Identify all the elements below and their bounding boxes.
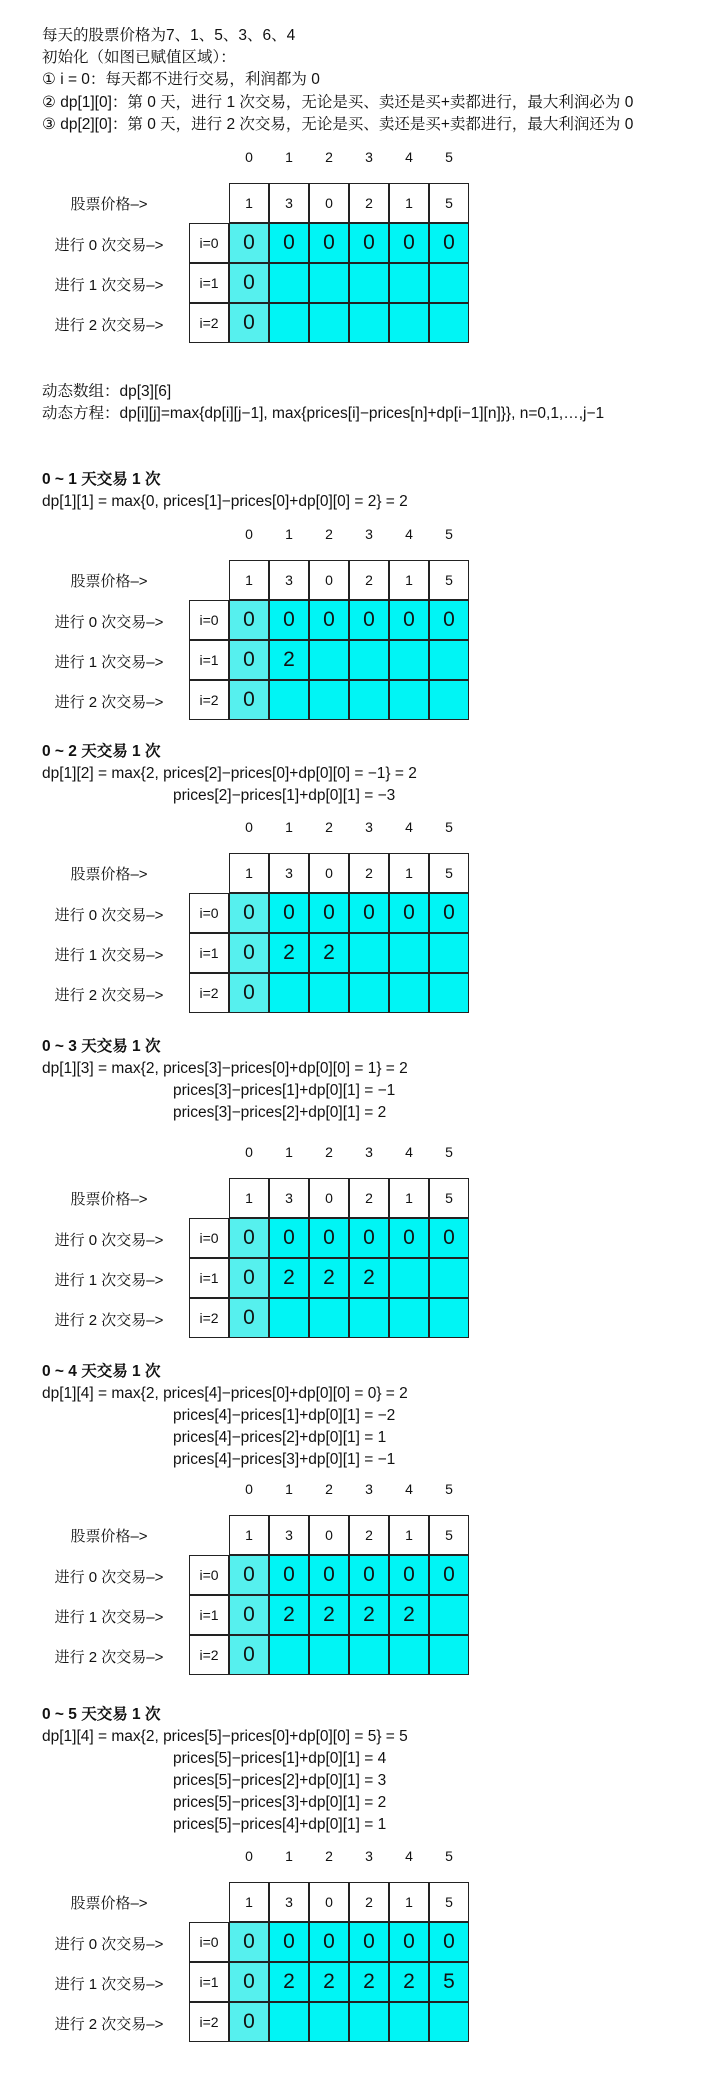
dp-cell: [389, 303, 429, 343]
dp-cell: 0: [229, 680, 269, 720]
dp-cell: [429, 640, 469, 680]
column-index: 1: [285, 1481, 293, 1497]
column-index: 2: [325, 1144, 333, 1160]
price-cell: 1: [389, 1882, 429, 1922]
price-cell: 1: [229, 183, 269, 223]
dp-cell: 0: [229, 223, 269, 263]
column-index: 2: [325, 819, 333, 835]
dp-cell: 0: [309, 223, 349, 263]
transaction-row-label: 进行 0 次交易–>: [54, 1569, 164, 1586]
column-index: 3: [365, 1848, 373, 1864]
dp-cell: 0: [229, 1962, 269, 2002]
column-index: 2: [325, 1848, 333, 1864]
dp-cell: [309, 2002, 349, 2042]
price-cell: 1: [389, 853, 429, 893]
dp-cell: 2: [309, 1962, 349, 2002]
formula-line: prices[4]−prices[2]+dp[0][1] = 1: [173, 1429, 387, 1446]
column-index: 5: [445, 526, 453, 542]
transaction-row-label: 进行 1 次交易–>: [54, 654, 164, 671]
dp-cell: 2: [269, 1595, 309, 1635]
column-index: 5: [445, 819, 453, 835]
column-index: 0: [245, 149, 253, 165]
i-label: i=1: [189, 640, 229, 680]
transaction-row-label: 进行 0 次交易–>: [54, 237, 164, 254]
dp-cell: 0: [429, 600, 469, 640]
dp-cell: [349, 303, 389, 343]
i-label: i=0: [189, 893, 229, 933]
formula-line: prices[3]−prices[1]+dp[0][1] = −1: [173, 1082, 396, 1099]
price-cell: 1: [389, 560, 429, 600]
dp-cell: 2: [269, 933, 309, 973]
intro-line: ③ dp[2][0]：第 0 天，进行 2 次交易，无论是买、卖还是买+卖都进行，最大利润还为 0: [42, 116, 634, 133]
dp-cell: [349, 2002, 389, 2042]
formula-line: prices[4]−prices[3]+dp[0][1] = −1: [173, 1451, 396, 1468]
intro-line: 每天的股票价格为7、1、5、3、6、4: [42, 27, 296, 44]
dp-cell: [269, 1635, 309, 1675]
dp-cell: [429, 1298, 469, 1338]
transaction-row-label: 进行 1 次交易–>: [54, 1609, 164, 1626]
dp-cell: 0: [229, 640, 269, 680]
i-label: i=0: [189, 1218, 229, 1258]
price-row-label: 股票价格–>: [70, 1528, 148, 1545]
column-index: 4: [405, 819, 413, 835]
column-index: 2: [325, 1481, 333, 1497]
column-index: 1: [285, 1848, 293, 1864]
dp-cell: 0: [309, 1555, 349, 1595]
dp-cell: [389, 933, 429, 973]
dp-cell: 2: [389, 1962, 429, 2002]
price-cell: 1: [229, 1882, 269, 1922]
dp-cell: 5: [429, 1962, 469, 2002]
transaction-row-label: 进行 2 次交易–>: [54, 694, 164, 711]
transaction-row-label: 进行 1 次交易–>: [54, 1976, 164, 1993]
price-cell: 2: [349, 1178, 389, 1218]
dp-cell: 0: [229, 1298, 269, 1338]
column-index: 5: [445, 149, 453, 165]
transaction-row-label: 进行 1 次交易–>: [54, 1272, 164, 1289]
dp-cell: 0: [429, 1555, 469, 1595]
dp-cell: 0: [229, 893, 269, 933]
dp-cell: [349, 1635, 389, 1675]
price-row-label: 股票价格–>: [70, 866, 148, 883]
dp-cell: 2: [389, 1595, 429, 1635]
dp-cell: 0: [349, 893, 389, 933]
i-label: i=2: [189, 1635, 229, 1675]
price-cell: 1: [229, 1178, 269, 1218]
i-label: i=1: [189, 1258, 229, 1298]
column-index: 4: [405, 1848, 413, 1864]
price-cell: 1: [229, 853, 269, 893]
dp-cell: 0: [269, 223, 309, 263]
column-index: 5: [445, 1848, 453, 1864]
dp-cell: 0: [269, 893, 309, 933]
dp-cell: 0: [229, 1555, 269, 1595]
price-cell: 5: [429, 1515, 469, 1555]
price-cell: 1: [389, 183, 429, 223]
dp-cell: 0: [229, 303, 269, 343]
transaction-row-label: 进行 0 次交易–>: [54, 1232, 164, 1249]
dp-cell: [389, 2002, 429, 2042]
column-index: 0: [245, 526, 253, 542]
price-cell: 0: [309, 560, 349, 600]
column-index: 4: [405, 1481, 413, 1497]
formula-line: prices[3]−prices[2]+dp[0][1] = 2: [173, 1104, 387, 1121]
dp-cell: 2: [349, 1595, 389, 1635]
price-cell: 2: [349, 183, 389, 223]
price-cell: 5: [429, 1882, 469, 1922]
dp-cell: 0: [349, 1922, 389, 1962]
dp-cell: 0: [429, 223, 469, 263]
dp-cell: [429, 1595, 469, 1635]
dp-cell: [429, 263, 469, 303]
step-title: 0 ~ 2 天交易 1 次: [42, 743, 161, 760]
price-cell: 3: [269, 560, 309, 600]
transaction-row-label: 进行 2 次交易–>: [54, 2016, 164, 2033]
price-cell: 2: [349, 1515, 389, 1555]
column-index: 0: [245, 1848, 253, 1864]
column-index: 4: [405, 526, 413, 542]
price-cell: 1: [389, 1515, 429, 1555]
dp-cell: 0: [349, 1218, 389, 1258]
price-cell: 1: [229, 560, 269, 600]
price-cell: 3: [269, 1882, 309, 1922]
i-label: i=2: [189, 303, 229, 343]
dp-cell: 0: [229, 973, 269, 1013]
dp-cell: [429, 2002, 469, 2042]
dp-cell: [309, 640, 349, 680]
i-label: i=0: [189, 600, 229, 640]
dp-cell: 2: [309, 1258, 349, 1298]
dp-cell: 0: [229, 1595, 269, 1635]
price-cell: 1: [229, 1515, 269, 1555]
dp-cell: [349, 640, 389, 680]
price-row-label: 股票价格–>: [70, 573, 148, 590]
column-index: 1: [285, 1144, 293, 1160]
price-cell: 0: [309, 183, 349, 223]
dp-cell: [429, 1258, 469, 1298]
dp-cell: 0: [389, 223, 429, 263]
i-label: i=2: [189, 973, 229, 1013]
column-index: 2: [325, 526, 333, 542]
price-cell: 5: [429, 183, 469, 223]
column-index: 3: [365, 526, 373, 542]
dp-cell: 2: [269, 640, 309, 680]
dp-cell: 0: [269, 1555, 309, 1595]
column-index: 3: [365, 149, 373, 165]
dp-cell: 0: [229, 1635, 269, 1675]
dp-cell: 0: [389, 1218, 429, 1258]
column-index: 5: [445, 1144, 453, 1160]
price-cell: 3: [269, 183, 309, 223]
dp-cell: 2: [269, 1962, 309, 2002]
price-cell: 0: [309, 1178, 349, 1218]
dp-cell: [429, 303, 469, 343]
dynamic-line: 动态方程：dp[i][j]=max{dp[i][j−1], max{prices[i]−prices[n]+dp[i−1][n]}}, n=0,1,…,j−1: [42, 405, 605, 422]
column-index: 4: [405, 149, 413, 165]
column-index: 0: [245, 1144, 253, 1160]
dp-cell: [309, 973, 349, 1013]
dp-cell: 0: [229, 1922, 269, 1962]
formula-line: dp[1][3] = max{2, prices[3]−prices[0]+dp[0][0] = 1} = 2: [42, 1060, 408, 1077]
dp-cell: 2: [349, 1962, 389, 2002]
i-label: i=0: [189, 1555, 229, 1595]
dp-cell: 0: [429, 1922, 469, 1962]
dp-cell: [269, 303, 309, 343]
intro-line: ② dp[1][0]：第 0 天，进行 1 次交易，无论是买、卖还是买+卖都进行，最大利润必为 0: [42, 94, 634, 111]
dp-cell: 0: [349, 600, 389, 640]
formula-line: prices[5]−prices[3]+dp[0][1] = 2: [173, 1794, 387, 1811]
dp-cell: [269, 1298, 309, 1338]
dp-cell: [309, 1298, 349, 1338]
column-index: 5: [445, 1481, 453, 1497]
dp-cell: 0: [269, 600, 309, 640]
transaction-row-label: 进行 2 次交易–>: [54, 1649, 164, 1666]
dp-cell: [349, 973, 389, 1013]
column-index: 3: [365, 1481, 373, 1497]
dp-cell: [269, 263, 309, 303]
i-label: i=1: [189, 933, 229, 973]
dp-cell: [429, 933, 469, 973]
i-label: i=0: [189, 223, 229, 263]
formula-line: dp[1][4] = max{2, prices[5]−prices[0]+dp[0][0] = 5} = 5: [42, 1728, 408, 1745]
price-cell: 0: [309, 1882, 349, 1922]
dp-cell: [429, 1635, 469, 1675]
i-label: i=1: [189, 1595, 229, 1635]
dp-cell: 0: [269, 1922, 309, 1962]
dp-cell: [269, 2002, 309, 2042]
dp-cell: 0: [309, 893, 349, 933]
price-row-label: 股票价格–>: [70, 1895, 148, 1912]
dp-cell: 0: [309, 1922, 349, 1962]
transaction-row-label: 进行 0 次交易–>: [54, 614, 164, 631]
dp-cell: [349, 263, 389, 303]
dp-cell: [309, 680, 349, 720]
formula-line: prices[5]−prices[1]+dp[0][1] = 4: [173, 1750, 387, 1767]
price-cell: 3: [269, 853, 309, 893]
column-index: 1: [285, 819, 293, 835]
dp-cell: 0: [229, 2002, 269, 2042]
price-cell: 0: [309, 853, 349, 893]
dp-cell: 0: [229, 600, 269, 640]
dp-cell: 2: [349, 1258, 389, 1298]
dp-cell: [309, 1635, 349, 1675]
formula-line: dp[1][4] = max{2, prices[4]−prices[0]+dp[0][0] = 0} = 2: [42, 1385, 408, 1402]
transaction-row-label: 进行 0 次交易–>: [54, 1936, 164, 1953]
transaction-row-label: 进行 1 次交易–>: [54, 277, 164, 294]
dp-cell: 2: [309, 933, 349, 973]
formula-line: prices[4]−prices[1]+dp[0][1] = −2: [173, 1407, 396, 1424]
dp-cell: [389, 973, 429, 1013]
column-index: 0: [245, 1481, 253, 1497]
column-index: 2: [325, 149, 333, 165]
formula-line: prices[5]−prices[2]+dp[0][1] = 3: [173, 1772, 387, 1789]
dp-cell: [349, 933, 389, 973]
dp-cell: [389, 1298, 429, 1338]
price-cell: 2: [349, 853, 389, 893]
dp-cell: 0: [429, 1218, 469, 1258]
dp-cell: 0: [349, 223, 389, 263]
dp-cell: 0: [229, 263, 269, 303]
dp-cell: 0: [229, 1258, 269, 1298]
dp-cell: [309, 263, 349, 303]
price-cell: 1: [389, 1178, 429, 1218]
dp-cell: 0: [389, 1922, 429, 1962]
i-label: i=2: [189, 680, 229, 720]
column-index: 3: [365, 1144, 373, 1160]
dp-cell: [349, 1298, 389, 1338]
dp-cell: 0: [389, 1555, 429, 1595]
dp-cell: 0: [389, 600, 429, 640]
price-row-label: 股票价格–>: [70, 196, 148, 213]
formula-line: prices[2]−prices[1]+dp[0][1] = −3: [173, 787, 396, 804]
dp-cell: 2: [309, 1595, 349, 1635]
transaction-row-label: 进行 2 次交易–>: [54, 317, 164, 334]
column-index: 1: [285, 149, 293, 165]
price-cell: 3: [269, 1515, 309, 1555]
transaction-row-label: 进行 1 次交易–>: [54, 947, 164, 964]
i-label: i=1: [189, 1962, 229, 2002]
price-cell: 5: [429, 560, 469, 600]
dp-cell: 0: [389, 893, 429, 933]
transaction-row-label: 进行 0 次交易–>: [54, 907, 164, 924]
dp-cell: [269, 680, 309, 720]
i-label: i=2: [189, 2002, 229, 2042]
dp-cell: 0: [229, 933, 269, 973]
formula-line: dp[1][1] = max{0, prices[1]−prices[0]+dp[0][0] = 2} = 2: [42, 493, 408, 510]
intro-line: 初始化（如图已赋值区域）：: [42, 49, 236, 66]
dp-cell: [429, 680, 469, 720]
step-title: 0 ~ 5 天交易 1 次: [42, 1706, 161, 1723]
column-index: 0: [245, 819, 253, 835]
price-cell: 2: [349, 1882, 389, 1922]
dp-cell: [309, 303, 349, 343]
dp-cell: 0: [349, 1555, 389, 1595]
dp-cell: 0: [229, 1218, 269, 1258]
dp-cell: [269, 973, 309, 1013]
price-cell: 0: [309, 1515, 349, 1555]
price-cell: 5: [429, 853, 469, 893]
column-index: 4: [405, 1144, 413, 1160]
price-row-label: 股票价格–>: [70, 1191, 148, 1208]
transaction-row-label: 进行 2 次交易–>: [54, 987, 164, 1004]
price-cell: 5: [429, 1178, 469, 1218]
dp-cell: [389, 1258, 429, 1298]
dp-cell: [389, 1635, 429, 1675]
formula-line: prices[5]−prices[4]+dp[0][1] = 1: [173, 1816, 387, 1833]
dp-cell: 0: [269, 1218, 309, 1258]
dp-cell: [389, 263, 429, 303]
dp-cell: 0: [429, 893, 469, 933]
dp-cell: [429, 973, 469, 1013]
formula-line: dp[1][2] = max{2, prices[2]−prices[0]+dp[0][0] = −1} = 2: [42, 765, 417, 782]
price-cell: 3: [269, 1178, 309, 1218]
dp-cell: 0: [309, 600, 349, 640]
column-index: 3: [365, 819, 373, 835]
transaction-row-label: 进行 2 次交易–>: [54, 1312, 164, 1329]
i-label: i=0: [189, 1922, 229, 1962]
step-title: 0 ~ 3 天交易 1 次: [42, 1038, 161, 1055]
dp-cell: 2: [269, 1258, 309, 1298]
dp-cell: [389, 680, 429, 720]
dp-cell: [349, 680, 389, 720]
dp-cell: 0: [309, 1218, 349, 1258]
intro-line: ① i = 0：每天都不进行交易，利润都为 0: [42, 71, 320, 88]
column-index: 1: [285, 526, 293, 542]
dynamic-line: 动态数组：dp[3][6]: [42, 383, 172, 400]
step-title: 0 ~ 4 天交易 1 次: [42, 1363, 161, 1380]
i-label: i=2: [189, 1298, 229, 1338]
price-cell: 2: [349, 560, 389, 600]
i-label: i=1: [189, 263, 229, 303]
step-title: 0 ~ 1 天交易 1 次: [42, 471, 161, 488]
dp-cell: [389, 640, 429, 680]
